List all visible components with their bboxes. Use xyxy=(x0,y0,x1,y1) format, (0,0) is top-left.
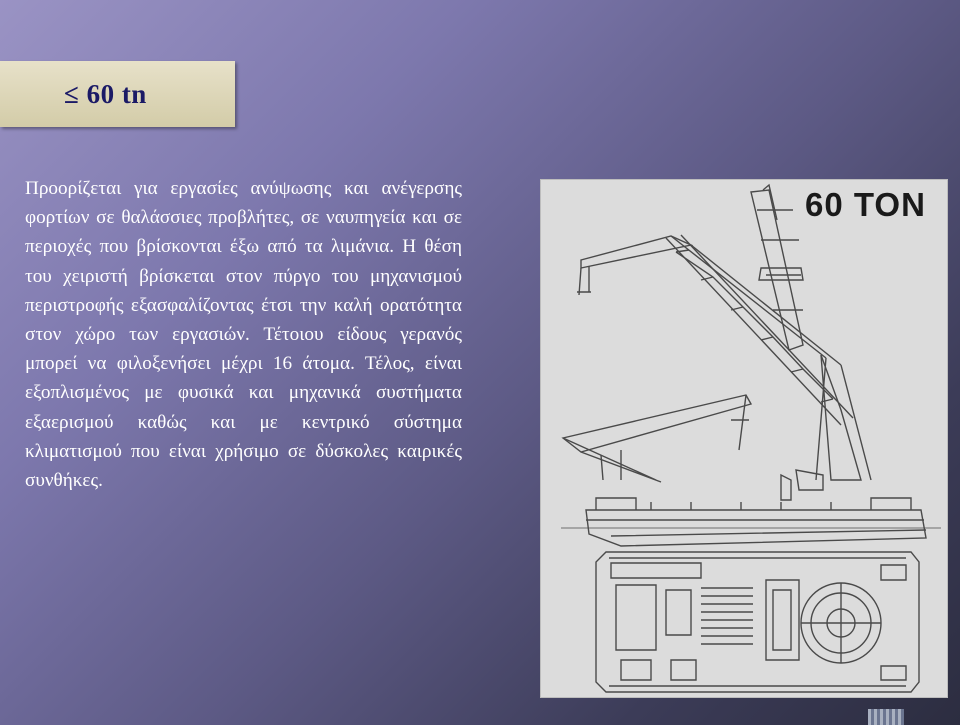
crane-drawing xyxy=(540,179,948,698)
corner-logo-icon xyxy=(868,709,904,725)
slide-title: ≤ 60 tn xyxy=(64,78,147,109)
drawing-label: 60 TON xyxy=(805,186,926,223)
crane-barge-drawing-icon xyxy=(541,180,947,697)
slide-title-box xyxy=(0,61,235,127)
slide-body-text: Προορίζεται για εργασίες ανύψωσης και ανέγερσης φορτίων σε θαλάσσιες προβλήτες, σε ναυπηγεία και σε περιοχές που βρίσκονται έξω από τα λιμάνια. Η θέση του χειριστή βρίσκεται στον πύργο του μηχανισμού περιστροφής εξασφαλίζοντας έτσι την καλή ορατότητα στον χώρο των εργασιών. Τέτοιου είδους γερανός μπορεί να φιλοξενήσει μέχρι 16 άτομα. Τέλος, είναι εξοπλισμένος με φυσικά και μηχανικά συστήματα εξαερισμού καθώς και με κεντρικό σύστημα κλιματισμού που είναι χρήσιμο σε δύσκολες καιρικές συνθήκες. xyxy=(25,178,462,492)
